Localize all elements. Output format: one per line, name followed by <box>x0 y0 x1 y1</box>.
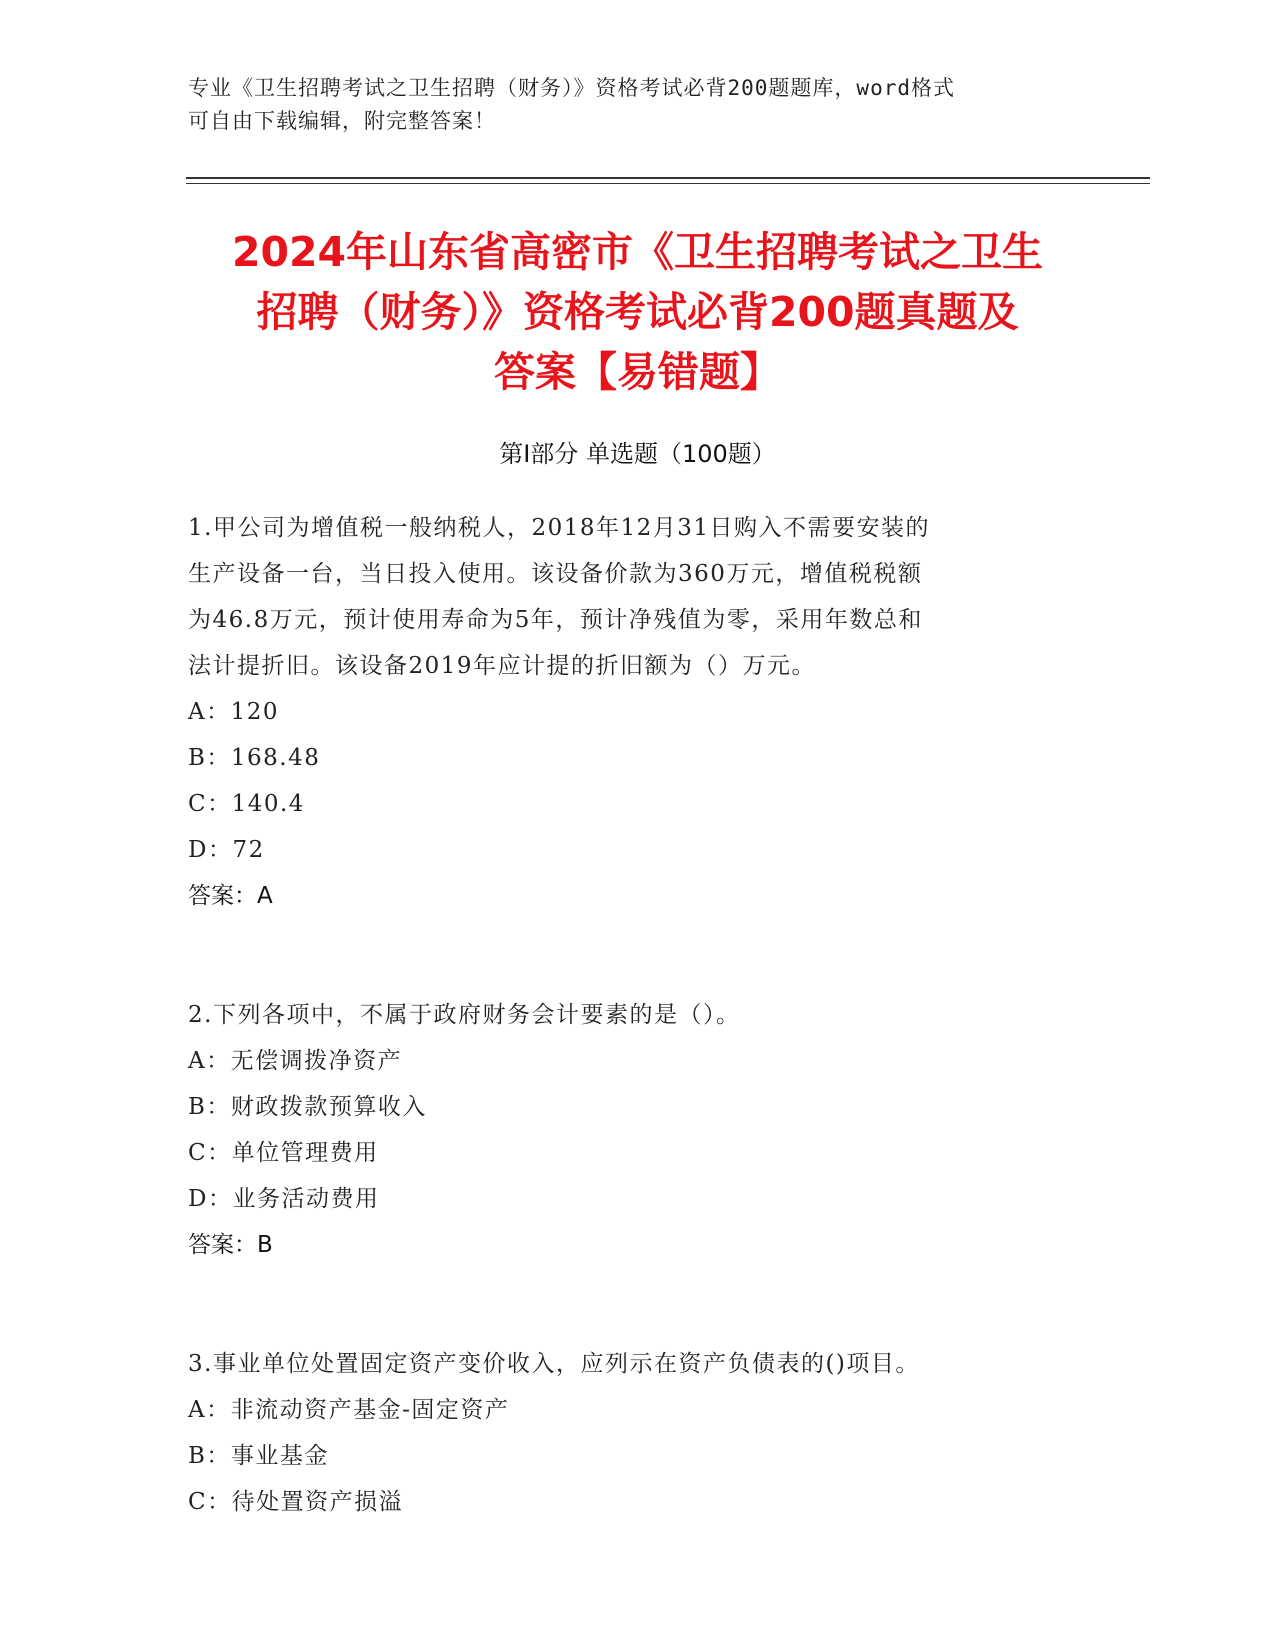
question-1-option-d: D：72 <box>188 837 265 863</box>
question-1-stem-line-2: 生产设备一台，当日投入使用。该设备价款为360万元，增值税税额 <box>188 561 923 587</box>
question-1-stem <box>188 505 1088 689</box>
question-3-option-b: B：事业基金 <box>188 1443 329 1469</box>
document-title-line-3: 答案【易错题】 <box>494 348 781 396</box>
answer-label: 答案： <box>188 883 257 909</box>
header-divider-thin <box>186 183 1150 184</box>
question-2-stem <box>188 992 1088 1038</box>
question-3-stem-line-1: 3.事业单位处置固定资产变价收入，应列示在资产负债表的()项目。 <box>188 1351 920 1377</box>
question-2-option-c: C：单位管理费用 <box>188 1140 379 1166</box>
answer-value: A <box>257 883 273 909</box>
header-divider-thick <box>186 177 1150 179</box>
question-1-option-a: A：120 <box>188 699 280 725</box>
question-2-option-b: B：财政拨款预算收入 <box>188 1094 427 1120</box>
question-1-answer <box>188 873 588 919</box>
document-title-line-1: 2024年山东省高密市《卫生招聘考试之卫生 <box>231 228 1044 276</box>
question-1-stem-line-4: 法计提折旧。该设备2019年应计提的折旧额为（）万元。 <box>188 653 817 679</box>
question-2-stem-line-1: 2.下列各项中，不属于政府财务会计要素的是（）。 <box>188 1002 741 1028</box>
question-2-option-a: A：无偿调拨净资产 <box>188 1048 403 1074</box>
header-note-line-2: 可自由下载编辑，附完整答案！ <box>188 109 496 133</box>
question-1-option-c: C：140.4 <box>188 791 305 817</box>
answer-value: B <box>257 1232 273 1258</box>
header-note <box>188 72 1068 138</box>
question-2-option-d: D：业务活动费用 <box>188 1186 380 1212</box>
section-heading: 第Ⅰ部分 单选题（100题） <box>499 440 776 468</box>
question-3-stem <box>188 1341 1088 1387</box>
answer-label: 答案： <box>188 1232 257 1258</box>
question-1-stem-line-3: 为46.8万元，预计使用寿命为5年，预计净残值为零，采用年数总和 <box>188 607 923 633</box>
question-2-answer <box>188 1222 588 1268</box>
question-3-option-c: C：待处置资产损溢 <box>188 1489 404 1515</box>
question-1-option-b: B：168.48 <box>188 745 321 771</box>
document-title <box>160 222 1115 402</box>
question-3-option-a: A：非流动资产基金-固定资产 <box>188 1397 510 1423</box>
header-note-line-1: 专业《卫生招聘考试之卫生招聘（财务）》资格考试必背200题题库，word格式 <box>188 76 955 100</box>
question-1-stem-line-1: 1.甲公司为增值税一般纳税人，2018年12月31日购入不需要安装的 <box>188 515 931 541</box>
document-title-line-2: 招聘（财务）》资格考试必背200题真题及 <box>256 288 1019 336</box>
